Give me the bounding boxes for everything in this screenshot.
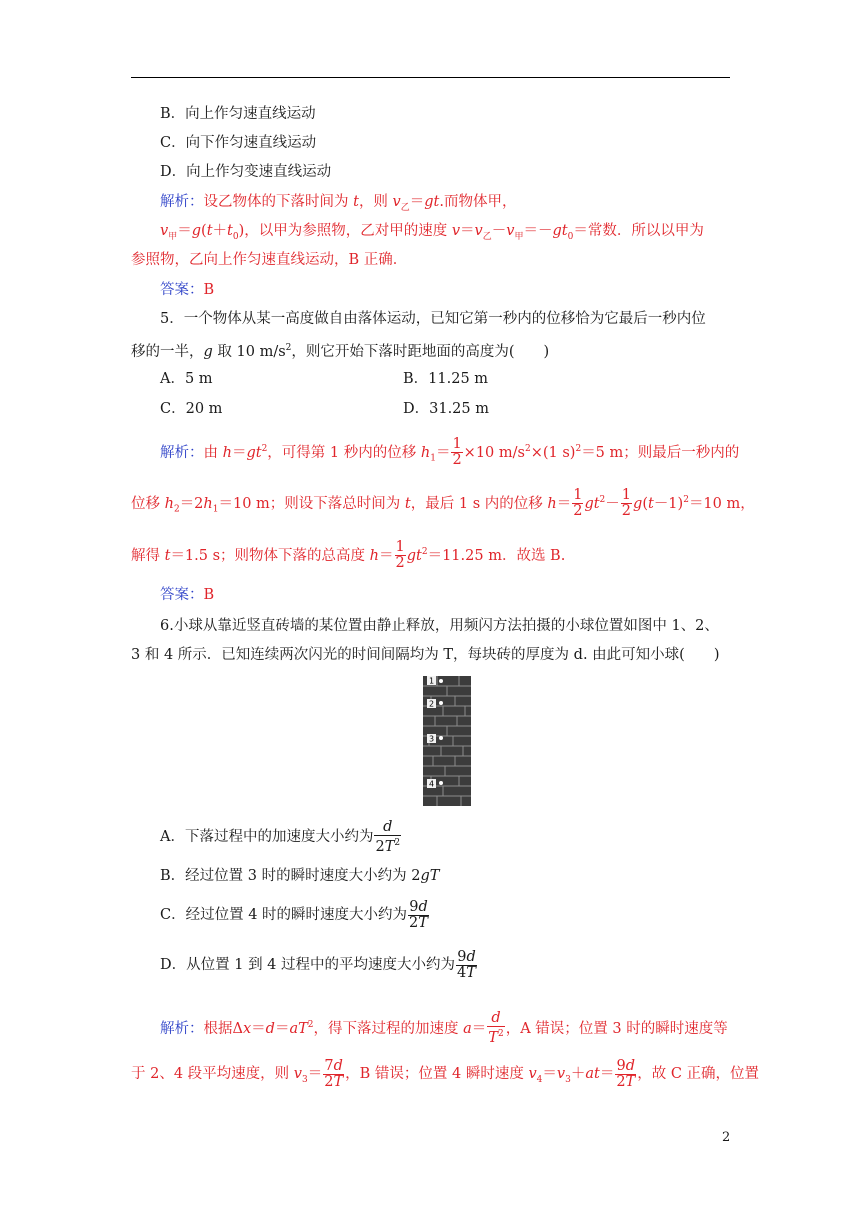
q5-stem-line-1: 5．一个物体从某一高度做自由落体运动，已知它第一秒内的位移恰为它最后一秒内位 (160, 311, 706, 327)
q4-option-c: C．向下作匀速直线运动 (160, 135, 317, 151)
ball-1 (439, 679, 443, 683)
q5-option-d: D．31.25 m (403, 401, 489, 417)
q6-option-a-text: A．下落过程中的加速度大小约为 (160, 829, 374, 845)
q4-answer-label: 答案： (160, 282, 204, 298)
q6-option-b: B．经过位置 3 时的瞬时速度大小约为 2gT (160, 868, 440, 884)
position-2-label: 2 (428, 699, 435, 709)
q5-stem-line-2: 移的一半，g 取 10 $m/s^2$，则它开始下落时距地面的高度为( ) (131, 343, 550, 360)
q5-analysis-label: 解析： (160, 444, 204, 461)
q4-answer (160, 280, 214, 300)
q5-option-b: B．11.25 m (403, 371, 489, 387)
q6-option-d: D．从位置 1 到 4 过程中的平均速度大小约为 $\frac{9d}{4T}$ (160, 948, 476, 981)
header-rule (131, 77, 730, 78)
q4-analysis-line-2: $v_甲=g(t+t_0)$，以甲为参照物，乙对甲的速度 $v=v_乙-v_甲=-gt_0=$常数．所以以甲为 (160, 223, 704, 242)
q5-answer-value: B (203, 587, 215, 603)
q5-stem-part-b: 取 10 m/s (217, 343, 286, 360)
q5-answer (160, 585, 214, 605)
page-number: 2 (722, 1130, 731, 1145)
ball-3 (439, 736, 443, 740)
q6-option-c: C．经过位置 4 时的瞬时速度大小约为 $\frac{9d}{2T}$ (160, 898, 428, 931)
ball-2 (439, 701, 443, 705)
position-1-label: 1 (428, 676, 435, 686)
position-4-label: 4 (428, 779, 435, 789)
q4-answer-value: B (203, 282, 215, 298)
q5-analysis-line-2: 位移 $h_2=2h_1=10$ m；则设下落总时间为 t，最后 1 s 内的位移 h＝ $\frac{1}{2}$ $gt^2-$ $\frac{1}{2}$ $g(t-1)^2=10$ m， (131, 487, 755, 520)
q4-option-d: D．向上作匀变速直线运动 (160, 164, 332, 180)
q4-option-b: B．向上作匀速直线运动 (160, 106, 316, 122)
brick-wall-figure (423, 676, 471, 806)
q6-analysis-line-2: 于 2、4 段平均速度，则 $v_3=$ $\frac{7d}{2T}$ ，B 错误；位置 4 瞬时速度 $v_4=v_3+at=$ $\frac{9d}{2T}$ ，故 C 正确，位置 (131, 1057, 760, 1090)
q5-analysis-line-3: 解得 t＝1.5 s；则物体下落的总高度 h＝ $\frac{1}{2}$ $gt^2=11.25$ m．故选 B. (131, 539, 566, 572)
ball-4 (439, 781, 443, 785)
q5-stem-part-c: ，则它开始下落时距地面的高度为( ) (291, 343, 550, 360)
q6-option-c-text: C．经过位置 4 时的瞬时速度大小约为 (160, 907, 408, 923)
q6-analysis-label: 解析： (160, 1020, 204, 1037)
q5-answer-label: 答案： (160, 587, 204, 603)
q5-stem-part-a: 移的一半， (131, 343, 204, 360)
q4-analysis-label: 解析： (160, 194, 204, 210)
q6-stem-line-1: 6.小球从靠近竖直砖墙的某位置由静止释放，用频闪方法拍摄的小球位置如图中 1、2、 (160, 618, 719, 634)
q6-stem-line-2: 3 和 4 所示．已知连续两次闪光的时间间隔均为 T，每块砖的厚度为 d. 由此可知小球( ) (131, 647, 720, 663)
q5-option-a: A．5 m (160, 371, 213, 387)
position-3-label: 3 (428, 734, 435, 744)
q5-analysis-line-1: 解析：由 $h=gt^2$，可得第 1 秒内的位移 $h_1=$ $\frac{1}{2}$ ×10 $m/s^2\times(1$ s)$^2$＝5 m；则最后一秒内的 (160, 436, 740, 469)
q6-analysis-line-1: 解析：根据$\Delta x=d=aT^2$，得下落过程的加速度 a＝ $\frac{d}{T^2}$ ，A 错误；位置 3 时的瞬时速度等 (160, 1010, 728, 1047)
q4-analysis-line-1: 解析：设乙物体的下落时间为 t，则 $v_乙=gt$.而物体甲， (160, 194, 517, 213)
q4-analysis-line-3: 参照物，乙向上作匀速直线运动，B 正确． (131, 252, 408, 268)
q6-option-d-text: D．从位置 1 到 4 过程中的平均速度大小约为 (160, 957, 456, 973)
q6-option-a: A．下落过程中的加速度大小约为 $\frac{d}{2T^2}$ (160, 818, 401, 855)
q5-option-c: C．20 m (160, 401, 223, 417)
